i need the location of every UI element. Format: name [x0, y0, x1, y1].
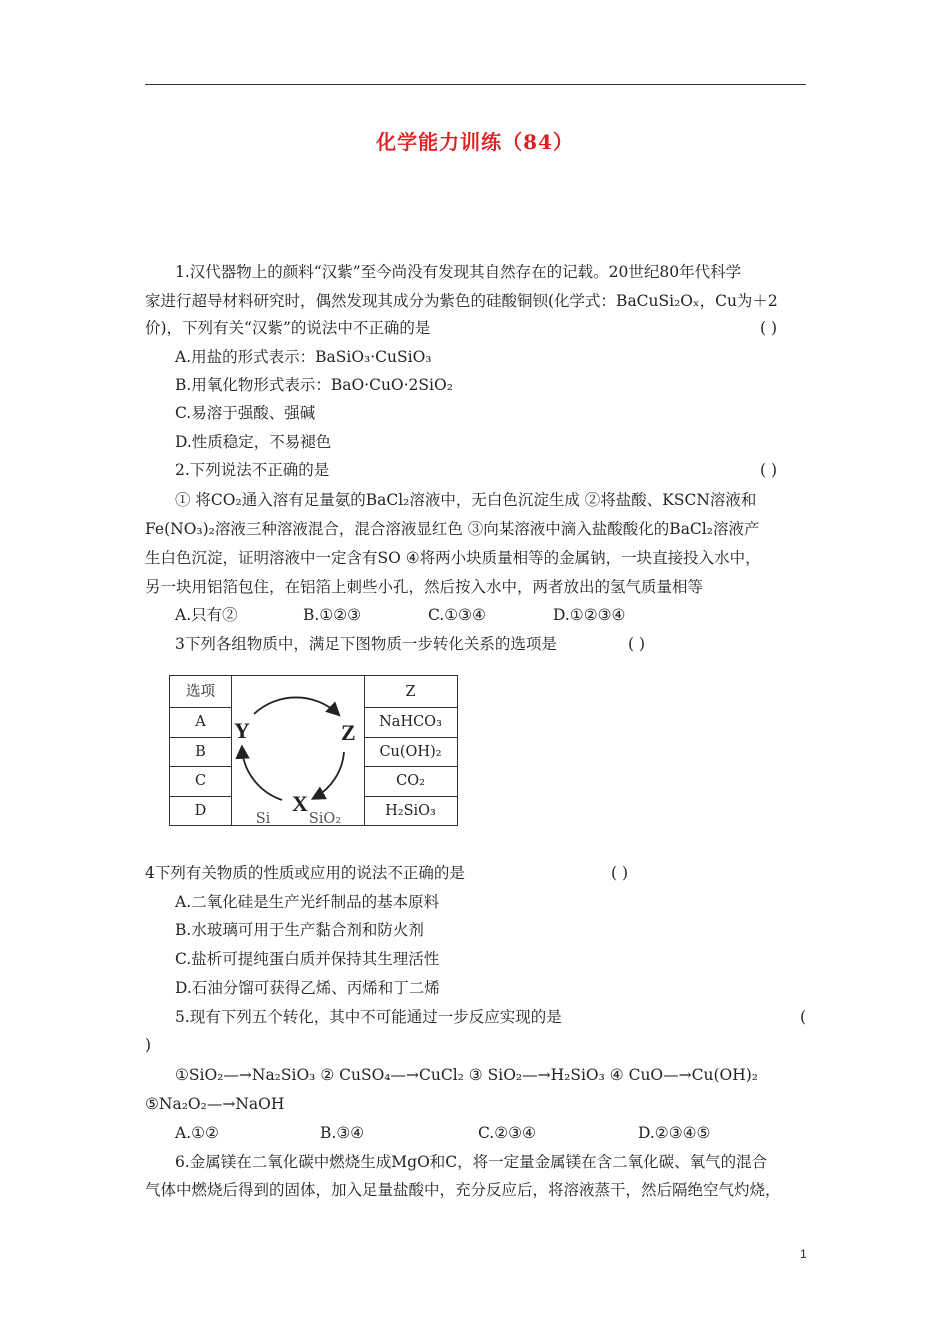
q5-option-c: C.②③④ — [478, 1124, 536, 1142]
q5-stem: 5.现有下列五个转化，其中不可能通过一步反应实现的是 — [175, 1008, 562, 1026]
q4-stem: 4下列有关物质的性质或应用的说法不正确的是 — [145, 864, 465, 882]
q3-stem: 3下列各组物质中，满足下图物质一步转化关系的选项是 — [175, 635, 557, 653]
q2-answer-paren: ( ) — [760, 461, 778, 479]
q5-option-d: D.②③④⑤ — [638, 1124, 711, 1142]
q1-answer-paren: ( ) — [760, 319, 778, 337]
header-rule — [145, 84, 806, 85]
q5-option-a: A.①② — [175, 1124, 219, 1142]
q1-option-d: D.性质稳定，不易褪色 — [175, 433, 332, 451]
q2-line-2: Fe(NO₃)₂溶液三种溶液混合，混合溶液显红色 ③向某溶液中滴入盐酸酸化的BaCl₂溶液产 — [145, 520, 760, 538]
q2-line-1: ① 将CO₂通入溶有足量氨的BaCl₂溶液中，无白色沉淀生成 ②将盐酸、KSCN溶液和 — [175, 491, 757, 509]
arrow-y-to-z — [254, 697, 338, 714]
q6-line-2: 气体中燃烧后得到的固体，加入足量盐酸中，充分反应后，将溶液蒸干，然后隔绝空气灼烧， — [145, 1181, 781, 1199]
q2-line-3: 生白色沉淀，证明溶液中一定含有SO ④将两小块质量相等的金属钠，一块直接投入水中， — [145, 549, 761, 567]
q2-option-b: B.①②③ — [303, 606, 362, 624]
q2-stem: 2.下列说法不正确的是 — [175, 461, 330, 479]
table-row-d-option: D — [194, 803, 207, 819]
table-row-b-z: Cu(OH)₂ — [379, 744, 442, 760]
q5-paren-close: ) — [145, 1036, 152, 1054]
table-row-c-z: CO₂ — [396, 773, 425, 789]
table-row-a-z: NaHCO₃ — [379, 714, 442, 730]
q4-option-a: A.二氧化硅是生产光纤制品的基本原料 — [175, 893, 440, 911]
q4-option-c: C.盐析可提纯蛋白质并保持其生理活性 — [175, 950, 440, 968]
q2-option-d: D.①②③④ — [553, 606, 626, 624]
q4-option-b: B.水玻璃可用于生产黏合剂和防火剂 — [175, 921, 424, 939]
table-row-c-option: C — [194, 773, 207, 789]
q1-option-c: C.易溶于强酸、强碱 — [175, 404, 316, 422]
arrow-z-to-x — [314, 752, 344, 798]
q1-line-3: 价)，下列有关“汉紫”的说法中不正确的是 — [145, 319, 431, 337]
q5-line-2: ⑤Na₂O₂—→NaOH — [145, 1095, 285, 1113]
q2-line-4: 另一块用铝箔包住，在铝箔上刺些小孔，然后按入水中，两者放出的氢气质量相等 — [145, 578, 704, 596]
table-row-d-z: H₂SiO₃ — [385, 803, 436, 819]
cycle-label-y: Y — [234, 718, 250, 743]
page-number: 1 — [800, 1247, 807, 1261]
table-row-b-option: B — [195, 744, 206, 760]
cycle-label-z: Z — [341, 720, 356, 745]
q1-line-1: 1.汉代器物上的颜料“汉紫”至今尚没有发现其自然存在的记载。20世纪80年代科学 — [175, 263, 742, 281]
arrow-x-to-y — [242, 748, 282, 800]
q1-option-a: A.用盐的形式表示：BaSiO₃·CuSiO₃ — [175, 348, 432, 366]
q1-option-b: B.用氧化物形式表示：BaO·CuO·2SiO₂ — [175, 376, 453, 394]
q4-answer-paren: ( ) — [611, 864, 629, 882]
q6-line-1: 6.金属镁在二氧化碳中燃烧生成MgO和C，将一定量金属镁在含二氧化碳、氧气的混合 — [175, 1153, 768, 1171]
cycle-label-x: X — [292, 791, 308, 816]
q5-option-b: B.③④ — [320, 1124, 365, 1142]
q2-option-c: C.①③④ — [428, 606, 486, 624]
q4-option-d: D.石油分馏可获得乙烯、丙烯和丁二烯 — [175, 979, 440, 997]
q2-option-a: A.只有② — [175, 606, 238, 624]
page-title: 化学能力训练（84） — [376, 130, 574, 154]
table-row-d-partial-2: SiO₂ — [308, 811, 342, 823]
table-header-z: Z — [405, 684, 416, 700]
table-row-a-option: A — [195, 714, 206, 730]
q3-answer-paren: ( ) — [628, 635, 646, 653]
q5-line-1: ①SiO₂—→Na₂SiO₃ ② CuSO₄—→CuCl₂ ③ SiO₂—→H₂SiO₃ ④ CuO—→Cu(OH)₂ — [175, 1066, 759, 1084]
conversion-cycle-diagram — [232, 676, 364, 824]
table-row-d-partial-1: Si — [255, 811, 271, 823]
q5-paren-open: ( — [800, 1008, 807, 1026]
q3-table — [169, 675, 458, 826]
q1-line-2: 家进行超导材料研究时，偶然发现其成分为紫色的硅酸铜钡(化学式：BaCuSi₂Oₓ，Cu为＋2 — [145, 292, 778, 310]
table-header-option: 选项 — [186, 684, 215, 700]
